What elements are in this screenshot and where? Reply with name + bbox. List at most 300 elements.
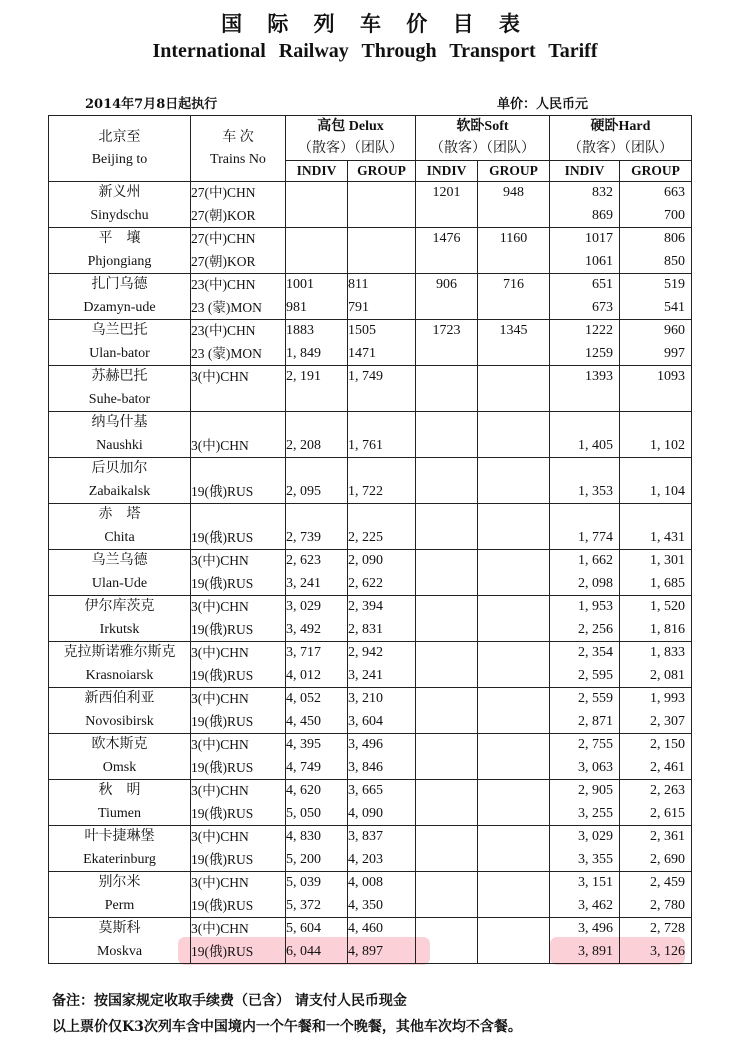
deluxe-indiv-cell-line: 2, 095 xyxy=(286,483,321,499)
hard-indiv-cell xyxy=(550,826,620,872)
destination-cn: 纳乌什基 xyxy=(91,415,148,430)
destination-en: Zabaikalsk xyxy=(88,483,151,499)
trains-cell xyxy=(191,320,286,366)
deluxe-group-cell xyxy=(348,872,416,918)
deluxe-group-cell-line: 1, 749 xyxy=(348,369,383,384)
trains-cell-line: 19(俄)RUS xyxy=(191,621,254,637)
deluxe-indiv-cell-line: 2, 623 xyxy=(286,553,321,568)
effective-date: 2014年7月8日起执行 xyxy=(85,97,218,112)
trains-cell-line: 3(中)CHN xyxy=(191,875,249,890)
destination-cell xyxy=(49,918,191,964)
soft-group-cell xyxy=(478,688,550,734)
hard-indiv-cell xyxy=(550,918,620,964)
destination-cn: 别尔米 xyxy=(98,875,141,890)
hard-group-cell xyxy=(620,780,692,826)
hard-group-cell-line: 1, 816 xyxy=(650,621,685,637)
soft-indiv-cell-line xyxy=(416,412,477,435)
destination-cn: 赤 塔 xyxy=(98,507,141,522)
destination-cell xyxy=(49,642,191,688)
hard-group-cell-line: 2, 461 xyxy=(650,759,685,775)
trains-cell xyxy=(191,550,286,596)
destination-en: Omsk xyxy=(102,759,137,775)
deluxe-group-cell-line: 2, 831 xyxy=(348,621,383,637)
soft-group-cell xyxy=(478,780,550,826)
soft-group-cell-line xyxy=(478,527,549,550)
hard-group-cn: （团队） xyxy=(624,141,673,156)
hard-indiv-cell-line: 832 xyxy=(592,185,613,200)
trains-cell-line: 3(中)CHN xyxy=(191,599,249,614)
hard-group-cell xyxy=(620,366,692,412)
deluxe-indiv-cell-line: 5, 604 xyxy=(286,921,321,936)
hard-indiv-cell xyxy=(550,550,620,596)
soft-group-cell-line xyxy=(478,297,549,320)
header-deluxe-cn xyxy=(286,138,415,160)
hard-group-cell xyxy=(620,228,692,274)
hard-group-cell-line: 1, 431 xyxy=(650,529,685,545)
soft-indiv-cell-line xyxy=(416,895,477,918)
deluxe-indiv-cell xyxy=(286,458,348,504)
trains-cell-line: 19(俄)RUS xyxy=(191,529,254,545)
soft-group-cell xyxy=(478,458,550,504)
destination-en: Ekaterinburg xyxy=(83,851,156,867)
deluxe-group-cell xyxy=(348,550,416,596)
soft-indiv-cell-line xyxy=(416,527,477,550)
deluxe-indiv-cell xyxy=(286,228,348,274)
hard-group-cell-line: 850 xyxy=(664,253,685,269)
soft-group-cell-line xyxy=(478,435,549,458)
hard-group-cell xyxy=(620,596,692,642)
soft-group-cell xyxy=(478,182,550,228)
deluxe-group-cell-line xyxy=(348,389,415,412)
destination-cn: 叶卡捷琳堡 xyxy=(84,829,155,844)
deluxe-indiv-cell xyxy=(286,918,348,964)
trains-cell xyxy=(191,228,286,274)
deluxe-group-cell xyxy=(348,320,416,366)
hard-indiv-cn: （散客） xyxy=(568,141,624,156)
hard-indiv-cell-line: 1, 353 xyxy=(578,483,613,499)
destination-en: Novosibirsk xyxy=(85,713,154,729)
hard-indiv-cell xyxy=(550,734,620,780)
soft-group-cell-line xyxy=(478,389,549,412)
soft-indiv-cell xyxy=(416,918,478,964)
table-row xyxy=(49,182,692,228)
soft-group-cell-line xyxy=(478,412,549,435)
soft-group-cn: （团队） xyxy=(486,141,535,156)
destination-cn: 克拉斯诺雅尔斯克 xyxy=(63,645,176,660)
trains-cell xyxy=(191,274,286,320)
destination-cell xyxy=(49,366,191,412)
hard-group-cell-line: 2, 728 xyxy=(650,921,685,936)
soft-group-cell xyxy=(478,366,550,412)
deluxe-group-cn: （团队） xyxy=(354,141,403,156)
hard-group-cell xyxy=(620,274,692,320)
hard-group-cell-line xyxy=(620,389,685,412)
deluxe-group-cell-line xyxy=(348,228,415,251)
deluxe-indiv-cell xyxy=(286,182,348,228)
hard-indiv-cell-line: 2, 595 xyxy=(578,667,613,683)
hard-group-cell-line: 519 xyxy=(664,277,685,292)
trains-cell-line: 3(中)CHN xyxy=(191,921,249,936)
soft-indiv-cell-line xyxy=(416,481,477,504)
header-deluxe-label: 高包 Delux xyxy=(317,119,384,134)
hard-indiv-cell-line: 2, 755 xyxy=(578,737,613,752)
soft-group-cell xyxy=(478,596,550,642)
destination-cell xyxy=(49,550,191,596)
destination-en: Sinydschu xyxy=(90,207,149,223)
hard-indiv-cell xyxy=(550,366,620,412)
hard-group-cell-line: 960 xyxy=(664,323,685,338)
hard-group-cell-line xyxy=(620,504,685,527)
soft-group-cell-line xyxy=(478,619,549,642)
trains-cell xyxy=(191,780,286,826)
soft-indiv-cell xyxy=(416,366,478,412)
hard-group-cell xyxy=(620,826,692,872)
trains-cell-line: 19(俄)RUS xyxy=(191,483,254,499)
deluxe-indiv-cell-line: 4, 012 xyxy=(286,667,321,683)
deluxe-group-cell xyxy=(348,504,416,550)
hard-indiv-cell xyxy=(550,458,620,504)
soft-indiv-cell-line xyxy=(416,665,477,688)
subheader-deluxe-indiv: INDIV xyxy=(286,161,348,182)
soft-group-cell-line xyxy=(478,596,549,619)
deluxe-indiv-cell-line: 1883 xyxy=(286,323,314,338)
deluxe-group-cell-line: 3, 241 xyxy=(348,667,383,683)
trains-cell-line: 3(中)CHN xyxy=(191,829,249,844)
destination-en: Suhe-bator xyxy=(88,391,151,407)
note-line-1: 备注：按国家规定收取手续费（已含） 请支付人民币现金 xyxy=(52,993,407,1009)
soft-group-cell-line xyxy=(478,205,549,228)
deluxe-indiv-cell-line: 2, 208 xyxy=(286,437,321,453)
soft-indiv-cell-line xyxy=(416,757,477,780)
soft-indiv-cell xyxy=(416,412,478,458)
hard-group-cell-line: 1, 833 xyxy=(650,645,685,660)
soft-group-cell-line xyxy=(478,941,549,964)
destination-cell xyxy=(49,780,191,826)
soft-indiv-cell-line xyxy=(416,803,477,826)
soft-indiv-cell-line xyxy=(416,734,477,757)
hard-group-cell-line: 2, 263 xyxy=(650,783,685,798)
hard-indiv-cell-line xyxy=(550,389,613,412)
soft-indiv-cell xyxy=(416,780,478,826)
hard-indiv-cell-line: 1, 405 xyxy=(578,437,613,453)
deluxe-indiv-cell-line: 981 xyxy=(286,299,307,315)
hard-indiv-cell-line xyxy=(550,504,613,527)
deluxe-group-cell-line: 2, 622 xyxy=(348,575,383,591)
deluxe-indiv-cell-line xyxy=(286,205,347,228)
deluxe-indiv-cell-line xyxy=(286,458,347,481)
hard-indiv-cell-line: 2, 256 xyxy=(578,621,613,637)
trains-cell-line: 3(中)CHN xyxy=(191,645,249,660)
table-row xyxy=(49,366,692,412)
hard-group-cell xyxy=(620,320,692,366)
deluxe-group-cell-line: 4, 090 xyxy=(348,805,383,821)
table-row xyxy=(49,228,692,274)
header-trains-en: Trains No xyxy=(210,151,266,167)
soft-indiv-cell-line xyxy=(416,435,477,458)
hard-indiv-cell-line: 3, 063 xyxy=(578,759,613,775)
soft-group-cell-line xyxy=(478,550,549,573)
hard-indiv-cell xyxy=(550,320,620,366)
soft-group-cell-line xyxy=(478,895,549,918)
subheader-hard-indiv: INDIV xyxy=(550,161,620,182)
destination-cn: 乌兰乌德 xyxy=(91,553,148,568)
soft-indiv-cell-line: 1201 xyxy=(432,185,461,200)
soft-group-cell-line: 948 xyxy=(503,185,524,200)
deluxe-group-cell xyxy=(348,688,416,734)
destination-cell xyxy=(49,504,191,550)
hard-indiv-cell-line: 651 xyxy=(592,277,613,292)
soft-group-cell-line xyxy=(478,573,549,596)
soft-indiv-cell-line xyxy=(416,688,477,711)
hard-indiv-cell-line: 869 xyxy=(592,207,613,223)
deluxe-group-cell-line: 3, 210 xyxy=(348,691,383,706)
table-row xyxy=(49,596,692,642)
deluxe-indiv-cell-line xyxy=(286,228,347,251)
hard-group-cell xyxy=(620,918,692,964)
soft-group-cell-line: 1345 xyxy=(499,323,528,338)
destination-cell xyxy=(49,458,191,504)
subheader-deluxe-group: GROUP xyxy=(348,161,416,182)
deluxe-indiv-cell xyxy=(286,642,348,688)
note-line-2: 以上票价仅K3次列车含中国境内一个午餐和一个晚餐，其他车次均不含餐。 xyxy=(52,1019,522,1035)
hard-group-cell xyxy=(620,642,692,688)
destination-cell xyxy=(49,412,191,458)
trains-cell-line xyxy=(191,412,285,435)
soft-group-cell-line xyxy=(478,251,549,274)
deluxe-group-cell-line: 4, 897 xyxy=(348,943,383,959)
hard-group-cell xyxy=(620,550,692,596)
hard-group-cell-line: 1, 301 xyxy=(650,553,685,568)
trains-cell-line: 19(俄)RUS xyxy=(191,851,254,867)
destination-cn: 欧木斯克 xyxy=(91,737,148,752)
hard-group-cell-line: 2, 690 xyxy=(650,851,685,867)
deluxe-indiv-cell-line: 3, 029 xyxy=(286,599,321,614)
destination-cell xyxy=(49,872,191,918)
soft-group-cell-line xyxy=(478,826,549,849)
deluxe-group-cell-line: 2, 942 xyxy=(348,645,383,660)
hard-group-cell-line: 1, 104 xyxy=(650,483,685,499)
soft-indiv-cell-line xyxy=(416,297,477,320)
deluxe-indiv-cell-line: 5, 372 xyxy=(286,897,321,913)
trains-cell xyxy=(191,458,286,504)
trains-cell-line: 3(中)CHN xyxy=(191,737,249,752)
hard-indiv-cell-line: 1, 953 xyxy=(578,599,613,614)
hard-indiv-cell-line: 1, 662 xyxy=(578,553,613,568)
deluxe-indiv-cell-line: 6, 044 xyxy=(286,943,321,959)
hard-indiv-cell-line: 1393 xyxy=(585,369,613,384)
deluxe-group-cell-line: 2, 225 xyxy=(348,529,383,545)
deluxe-group-cell xyxy=(348,734,416,780)
soft-indiv-cell xyxy=(416,734,478,780)
hard-group-cell xyxy=(620,504,692,550)
subheader-hard-group: GROUP xyxy=(620,161,692,182)
trains-cell-line: 19(俄)RUS xyxy=(191,575,254,591)
trains-cell-line: 27(中)CHN xyxy=(191,231,256,246)
trains-cell xyxy=(191,366,286,412)
hard-indiv-cell xyxy=(550,274,620,320)
deluxe-indiv-cell-line xyxy=(286,412,347,435)
hard-group-cell-line xyxy=(620,412,685,435)
table-row xyxy=(49,688,692,734)
trains-cell xyxy=(191,918,286,964)
soft-indiv-cell-line xyxy=(416,596,477,619)
deluxe-group-cell-line xyxy=(348,412,415,435)
hard-group-cell-line xyxy=(620,458,685,481)
table-row xyxy=(49,320,692,366)
deluxe-group-cell-line xyxy=(348,205,415,228)
soft-group-cell-line xyxy=(478,734,549,757)
destination-cell xyxy=(49,182,191,228)
trains-cell-line: 27(朝)KOR xyxy=(191,253,256,269)
hard-group-cell-line: 2, 361 xyxy=(650,829,685,844)
subheader-soft-indiv: INDIV xyxy=(416,161,478,182)
trains-cell-line: 23 (蒙)MON xyxy=(191,299,262,315)
soft-indiv-cell-line xyxy=(416,872,477,895)
deluxe-indiv-cell-line xyxy=(286,389,347,412)
deluxe-indiv-cell-line: 3, 717 xyxy=(286,645,321,660)
deluxe-group-cell-line: 4, 460 xyxy=(348,921,383,936)
hard-indiv-cell xyxy=(550,596,620,642)
hard-indiv-cell-line xyxy=(550,412,613,435)
trains-cell xyxy=(191,412,286,458)
deluxe-indiv-cell xyxy=(286,688,348,734)
deluxe-indiv-cell-line: 4, 395 xyxy=(286,737,321,752)
soft-group-cell-line xyxy=(478,803,549,826)
hard-indiv-cell xyxy=(550,642,620,688)
hard-indiv-cell-line: 1222 xyxy=(585,323,613,338)
deluxe-group-cell-line: 3, 846 xyxy=(348,759,383,775)
soft-indiv-cell-line xyxy=(416,343,477,366)
destination-cn: 乌兰巴托 xyxy=(91,323,148,338)
trains-cell xyxy=(191,734,286,780)
table-row xyxy=(49,780,692,826)
hard-group-cell xyxy=(620,182,692,228)
deluxe-indiv-cell xyxy=(286,596,348,642)
soft-indiv-cell xyxy=(416,872,478,918)
deluxe-indiv-cell-line: 1001 xyxy=(286,277,314,292)
trains-cell-line: 19(俄)RUS xyxy=(191,667,254,683)
deluxe-indiv-cn: （散客） xyxy=(298,141,354,156)
deluxe-group-cell xyxy=(348,596,416,642)
deluxe-group-cell xyxy=(348,826,416,872)
soft-indiv-cell-line xyxy=(416,550,477,573)
hard-group-cell-line: 2, 081 xyxy=(650,667,685,683)
deluxe-group-cell-line: 4, 350 xyxy=(348,897,383,913)
deluxe-group-cell xyxy=(348,412,416,458)
deluxe-group-cell xyxy=(348,228,416,274)
hard-group-cell-line: 2, 615 xyxy=(650,805,685,821)
deluxe-indiv-cell-line: 5, 050 xyxy=(286,805,321,821)
deluxe-group-cell-line xyxy=(348,182,415,205)
deluxe-group-cell-line: 1505 xyxy=(348,323,376,338)
hard-indiv-cell-line: 673 xyxy=(592,299,613,315)
hard-indiv-cell-line: 2, 871 xyxy=(578,713,613,729)
destination-en: Perm xyxy=(104,897,135,913)
hard-indiv-cell-line: 1259 xyxy=(585,345,613,361)
soft-group-cell-line xyxy=(478,504,549,527)
trains-cell-line xyxy=(191,389,285,412)
header-soft-label: 软卧Soft xyxy=(456,119,509,134)
trains-cell-line xyxy=(191,504,285,527)
deluxe-indiv-cell-line xyxy=(286,504,347,527)
deluxe-indiv-cell xyxy=(286,412,348,458)
deluxe-indiv-cell-line: 4, 620 xyxy=(286,783,321,798)
deluxe-group-cell-line xyxy=(348,458,415,481)
hard-group-cell-line: 1, 993 xyxy=(650,691,685,706)
deluxe-indiv-cell xyxy=(286,504,348,550)
hard-indiv-cell xyxy=(550,228,620,274)
deluxe-indiv-cell-line: 4, 052 xyxy=(286,691,321,706)
deluxe-group-cell-line: 791 xyxy=(348,299,369,315)
soft-indiv-cell xyxy=(416,688,478,734)
soft-indiv-cell-line xyxy=(416,573,477,596)
soft-indiv-cell-line xyxy=(416,711,477,734)
soft-group-cell-line xyxy=(478,366,549,389)
soft-indiv-cell-line: 906 xyxy=(436,277,457,292)
hard-group-cell xyxy=(620,458,692,504)
deluxe-indiv-cell xyxy=(286,366,348,412)
destination-cn: 秋 明 xyxy=(98,783,141,798)
soft-indiv-cell xyxy=(416,274,478,320)
hard-group-cell-line: 2, 459 xyxy=(650,875,685,890)
trains-cell xyxy=(191,504,286,550)
trains-cell-line: 27(朝)KOR xyxy=(191,207,256,223)
trains-cell-line: 23 (蒙)MON xyxy=(191,345,262,361)
hard-indiv-cell xyxy=(550,780,620,826)
destination-en: Naushki xyxy=(96,437,143,453)
soft-group-cell xyxy=(478,320,550,366)
deluxe-group-cell-line: 3, 837 xyxy=(348,829,383,844)
hard-group-cell-line: 541 xyxy=(664,299,685,315)
destination-en: Ulan-Ude xyxy=(91,575,148,591)
hard-group-cell-line: 2, 780 xyxy=(650,897,685,913)
hard-indiv-cell-line: 1, 774 xyxy=(578,529,613,545)
trains-cell-line: 19(俄)RUS xyxy=(191,759,254,775)
soft-group-cell xyxy=(478,826,550,872)
hard-indiv-cell-line: 2, 098 xyxy=(578,575,613,591)
deluxe-group-cell-line: 3, 496 xyxy=(348,737,383,752)
deluxe-indiv-cell xyxy=(286,320,348,366)
trains-cell-line: 3(中)CHN xyxy=(191,783,249,798)
header-destination-en: Beijing to xyxy=(91,151,148,167)
soft-indiv-cell xyxy=(416,458,478,504)
destination-cn: 平 壤 xyxy=(98,231,141,246)
soft-group-cell xyxy=(478,642,550,688)
trains-cell-line: 19(俄)RUS xyxy=(191,805,254,821)
hard-group-cell-line: 2, 150 xyxy=(650,737,685,752)
trains-cell xyxy=(191,642,286,688)
hard-indiv-cell-line: 3, 355 xyxy=(578,851,613,867)
deluxe-group-cell-line: 1471 xyxy=(348,345,376,361)
soft-indiv-cell-line xyxy=(416,619,477,642)
table-row xyxy=(49,412,692,458)
deluxe-indiv-cell xyxy=(286,734,348,780)
hard-group-cell-line: 3, 126 xyxy=(650,943,685,959)
destination-cell xyxy=(49,596,191,642)
deluxe-group-cell-line: 1, 761 xyxy=(348,437,383,453)
hard-indiv-cell-line: 3, 496 xyxy=(578,921,613,936)
soft-indiv-cell xyxy=(416,320,478,366)
subheader-soft-group: GROUP xyxy=(478,161,550,182)
hard-group-cell xyxy=(620,688,692,734)
trains-cell-line xyxy=(191,458,285,481)
soft-indiv-cell-line: 1476 xyxy=(432,231,461,246)
destination-cn: 新西伯利亚 xyxy=(84,691,155,706)
deluxe-group-cell-line: 2, 090 xyxy=(348,553,383,568)
trains-cell xyxy=(191,826,286,872)
deluxe-indiv-cell xyxy=(286,826,348,872)
destination-cell xyxy=(49,688,191,734)
